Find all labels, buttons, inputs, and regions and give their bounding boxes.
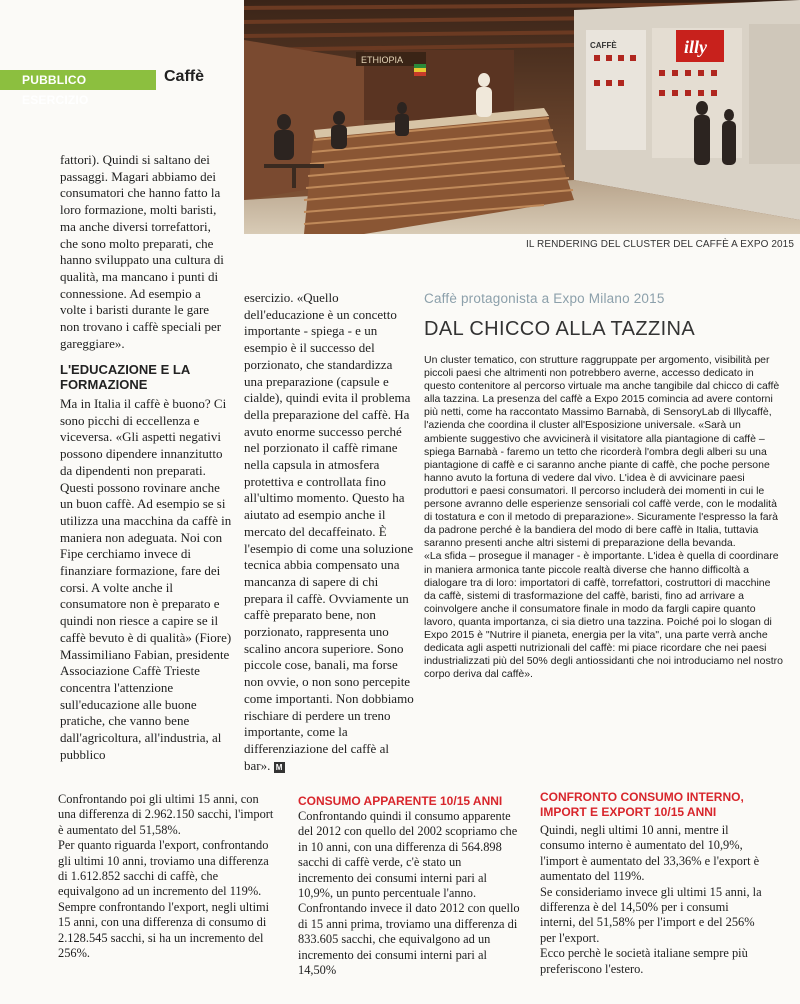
- illy-logo: [676, 30, 724, 62]
- paragraph: Per quanto riguarda l'export, confrontando gli ultimi 10 anni, troviamo una differenza di 1.612.852 sacchi di caffè, che equivalgono ad un incremento del 119%.: [58, 838, 269, 899]
- paragraph: Confrontando invece il dato 2012 con quello di 15 anni prima, troviamo una differenza di 833.605 sacchi, che equivalgono ad un incremento dei consumi interni pari al 14,50%: [298, 901, 520, 978]
- paragraph: Confrontando quindi il consumo apparente del 2012 con quello del 2002 scopriamo che in 10 anni, con una differenza di 564.898 sacchi di caffè verde, c'è stato un incremento dei consumi interni pari al 10,9%, un punto percentuale l'anno.: [298, 809, 518, 901]
- paragraph: Quindi, negli ultimi 10 anni, mentre il consumo interno è aumentato del 10,9%, l'import è aumentato del 33,36% e l'export è aumentato del 119%.: [540, 823, 760, 884]
- svg-text:CAFFÈ: CAFFÈ: [590, 41, 617, 50]
- paragraph: [244, 290, 414, 774]
- paragraph: Ecco perchè le società italiane sempre più preferiscono l'estero.: [540, 946, 748, 976]
- column-2-body: [244, 290, 414, 774]
- ethiopia-sign: [356, 52, 426, 66]
- bottom-column-1: [58, 792, 278, 961]
- box-title: DAL CHICCO ALLA TAZZINA: [424, 318, 696, 340]
- paragraph: Ma in Italia il caffè è buono? Ci sono picchi di eccellenza e viceversa. «Gli aspetti negativi possono dipendere innanzitutto da dipendenti non preparati. Questi possono rovinare anche un buon caffè. Ad esempio se si utilizza una macchina da caffè in maniera non adeguata. Noi con Fipe cerchiamo invece di finanziare formazione, fare dei corsi. A volte anche il consumatore non è preparato e quindi non riesce a capire se il caffè bevuto è di qualità» (Fiore) Massimiliano Fabian, presidente Associazione Caffè Trieste concentra l'attenzione sull'educazione alle buone pratiche, che vanno bene dall'agricoltura, all'industria, al pubblico: [60, 396, 232, 762]
- paragraph: «La sfida – prosegue il manager - è importante. L'idea è quella di coordinare in maniera armonica tante piccole realtà diverse che hanno difficoltà a dialogare tra di loro: importatori di caffè, torrefattori, costruttori di macchine da caffè, sistemi di trasformazione del caffè, baristi, fino ad arrivare a coinvolgere anche il consumatore finale in modo da fargli capire quanto lavoro, quanta importanza, ci sia dietro una tazzina. Poiché poi lo slogan di Expo 2015 è "Nutrire il pianeta, energia per la vita", una parte verrà anche dedicata agli aspetti nutrizionali del caffè: mi piace ricordare che nei paesi industrializzati più del 50% degli antiossidanti che noi introduciamo nel nostro corpo deriva dal caffè».: [424, 550, 783, 681]
- expo-rendering-image: [244, 0, 800, 234]
- image-caption: IL RENDERING DEL CLUSTER DEL CAFFÈ A EXPO 2015: [525, 239, 794, 250]
- paragraph: Un cluster tematico, con strutture raggruppate per argomento, visibilità per piccoli paesi che altrimenti non potrebbero averne, accesso dedicato in questo contenitore al percorso virtuale ma anche tangibile dal chicco di caffè alla tazzina. La presenza del caffè a Expo 2015 comincia ad avere contorni più netti, come ha raccontato Massimo Barnabà, di SensoryLab di Illycaffè, l'azienda che coordina il cluster all'Esposizione universale. «Sarà un ambiente suggestivo che avvicinerà il visitatore alla piantagione di caffè – spiega Barnabà - faremo un tetto che ricorderà l'ombra degli alberi su una piantagione di caffè e ci saranno anche piante di caffè, che poche persone hanno avuto la fortuna di vedere dal vivo. L'idea è di avvicinare paesi produttori e paesi consumatori. Il percorso includerà dei momenti in cui le persone avranno delle esperienze sensoriali col caffè verde, con le modalità di tostatura e con il metodo di preparazione». Sicuramente l'espresso la farà da padrone perché è la bandiera del modo di bere caffè in Italia, tuttavia saranno presenti anche altri sistemi di preparazione della bevanda.: [424, 354, 780, 550]
- box-body: [424, 354, 784, 681]
- section-tag: PUBBLICO ESERCIZIO: [0, 70, 156, 90]
- paragraph: Confrontando poi gli ultimi 15 anni, con una differenza di 2.962.150 sacchi, l'import è aumentato del 51,58%.: [58, 792, 274, 837]
- paragraph: fattori). Quindi si saltano dei passaggi. Magari abbiamo dei consumatori che hanno fatto la loro formazione, molti baristi, ma anche diversi torrefattori, che sono molto preparati, che hanno sviluppato una cultura di qualità, ma mancano i punti di connessione. Ad esempio a volte i baristi durante le gare non trovano i caffè speciali per gareggiare».: [60, 152, 224, 351]
- box-kicker: Caffè protagonista a Expo Milano 2015: [424, 291, 665, 306]
- bottom-heading-consumo: CONSUMO APPARENTE 10/15 ANNI: [298, 794, 503, 808]
- article-end-mark: M: [274, 762, 285, 773]
- column-1-top-text: [60, 152, 230, 352]
- svg-text:ETHIOPIA: ETHIOPIA: [361, 55, 404, 65]
- bottom-column-2: [298, 809, 520, 978]
- section-heading: L'EDUCAZIONE E LA FORMAZIONE: [60, 362, 190, 392]
- bottom-column-3: [540, 823, 762, 977]
- bottom-heading-confronto: CONFRONTO CONSUMO INTERNO, IMPORT E EXPORT 10/15 ANNI: [540, 790, 744, 819]
- paragraph-text: esercizio. «Quello dell'educazione è un concetto importante - spiega - e un esempio è il successo del porzionato, che standardizza una preparazione (capsule e cialde), quindi evita il problema della preparazione del caffè. Ha avuto enorme successo perché nel porzionato il caffè rimane nella capsula in atmosfera protettiva e controllata fino all'ultimo momento. Questo ha aiutato ad esempio anche il mercato del decaffeinato. È l'esempio di come una soluzione tecnica abbia compensato una mancanza di sapere di chi prepara il caffè. Ovviamente un caffè preparato bene, non porzionato, rappresenta uno scalino ancora superiore. Sono piccole cose, banali, ma forse non ovvie, o non sono percepite come importanti. Non dobbiamo rischiare di perdere un treno importante, come la differenziazione del caffè al bar».: [244, 290, 414, 773]
- paragraph: Se consideriamo invece gli ultimi 15 anni, la differenza è del 14,50% per i consumi interni, del 51,58% per l'import e del 256% per l'export.: [540, 884, 762, 945]
- section-subtitle: Caffè: [164, 68, 205, 85]
- svg-text:illy: illy: [684, 37, 707, 57]
- column-1-body: [60, 396, 236, 763]
- paragraph: Sempre confrontando l'export, negli ultimi 15 anni, con una differenza di consumo di 2.128.545 sacchi, si ha un incremento del 256%.: [58, 899, 270, 961]
